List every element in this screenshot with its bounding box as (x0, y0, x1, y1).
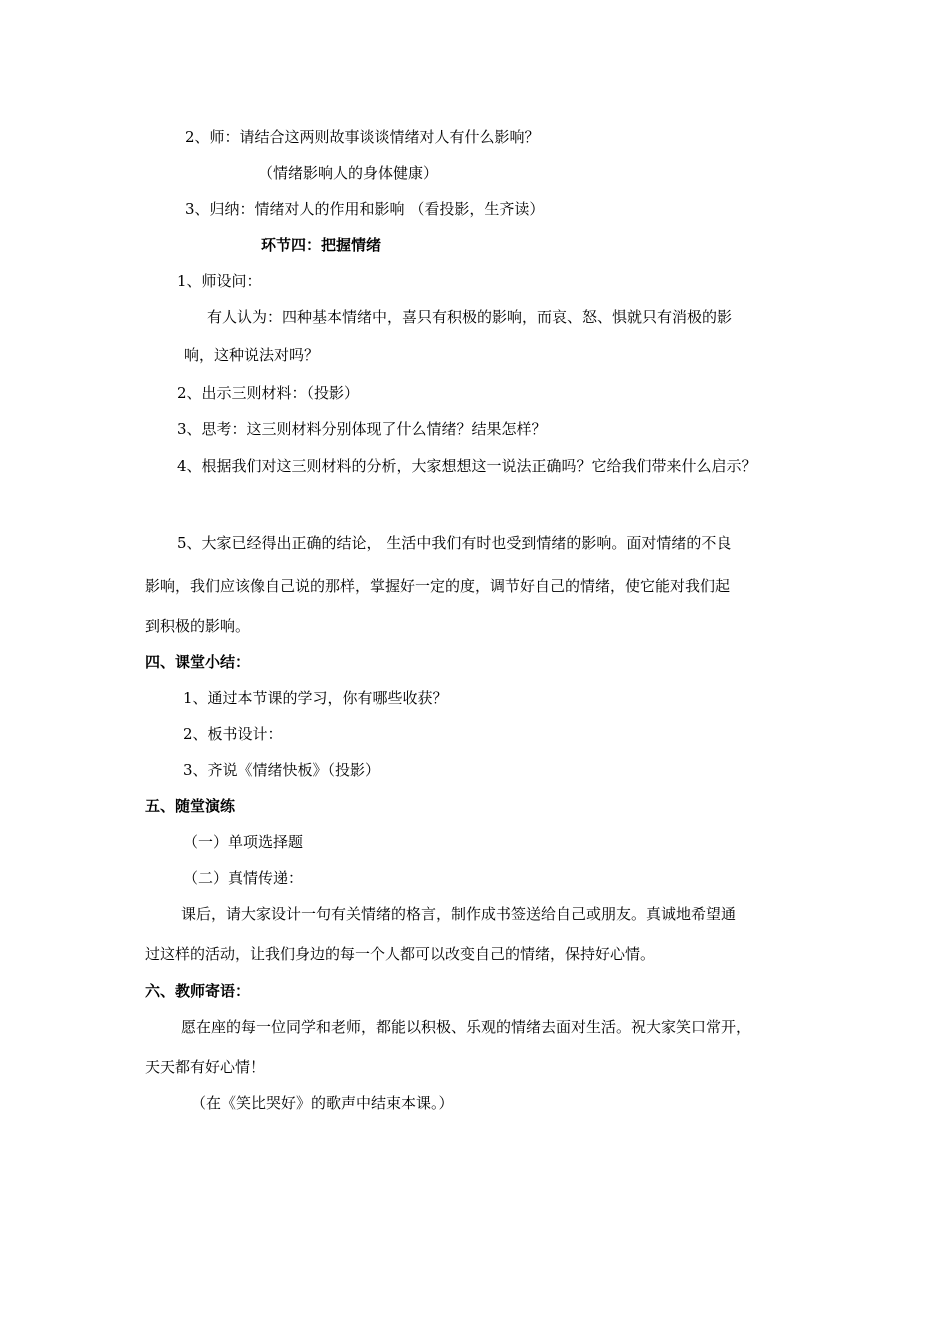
step4-item2: 2、出示三则材料：（投影） (177, 384, 360, 402)
section4-item: 2、板书设计： (183, 725, 283, 743)
section6-closing: （在《笑比哭好》的歌声中结束本课。） (191, 1094, 454, 1112)
s3-item2: 2、师：请结合这两则故事谈谈情绪对人有什么影响？ (185, 128, 540, 146)
step4-item5-c: 到积极的影响。 (145, 617, 251, 635)
section5-text-a: 课后，请大家设计一句有关情绪的格言，制作成书签送给自己或朋友。真诚地希望通 (181, 905, 737, 923)
section5-heading: 五、随堂演练 (145, 797, 236, 815)
section6-text-a: 愿在座的每一位同学和老师，都能以积极、乐观的情绪去面对生活。祝大家笑口常开， (181, 1018, 752, 1036)
section5-sub2: （二）真情传递： (183, 869, 304, 887)
section5-text-b: 过这样的活动，让我们身边的每一个人都可以改变自己的情绪，保持好心情。 (145, 945, 656, 963)
step4-item5-a: 5、大家已经得出正确的结论， 生活中我们有时也受到情绪的影响。面对情绪的不良 (177, 534, 732, 552)
s3-item3: 3、归纳：情绪对人的作用和影响 （看投影，生齐读） (185, 200, 545, 218)
s3-item2-answer: （情绪影响人的身体健康） (258, 164, 439, 182)
section6-text-b: 天天都有好心情！ (145, 1058, 266, 1076)
step4-item3: 3、思考：这三则材料分别体现了什么情绪？结果怎样？ (177, 420, 547, 438)
section4-item: 1、通过本节课的学习，你有哪些收获？ (183, 689, 448, 707)
step4-item1: 1、师设问： (177, 272, 262, 290)
section5-sub1: （一）单项选择题 (183, 833, 304, 851)
section4-heading: 四、课堂小结： (145, 653, 251, 671)
section6-heading: 六、教师寄语： (145, 982, 251, 1000)
step4-item1-text-a: 有人认为：四种基本情绪中，喜只有积极的影响，而哀、怒、惧就只有消极的影 (207, 308, 733, 326)
step4-title: 环节四：把握情绪 (261, 236, 382, 254)
step4-item1-text-b: 响，这种说法对吗？ (184, 346, 320, 364)
step4-item5-b: 影响，我们应该像自己说的那样，掌握好一定的度，调节好自己的情绪，使它能对我们起 (145, 577, 731, 595)
step4-item4: 4、根据我们对这三则材料的分析，大家想想这一说法正确吗？它给我们带来什么启示？ (177, 457, 757, 475)
section4-item: 3、齐说《情绪快板》（投影） (183, 761, 381, 779)
